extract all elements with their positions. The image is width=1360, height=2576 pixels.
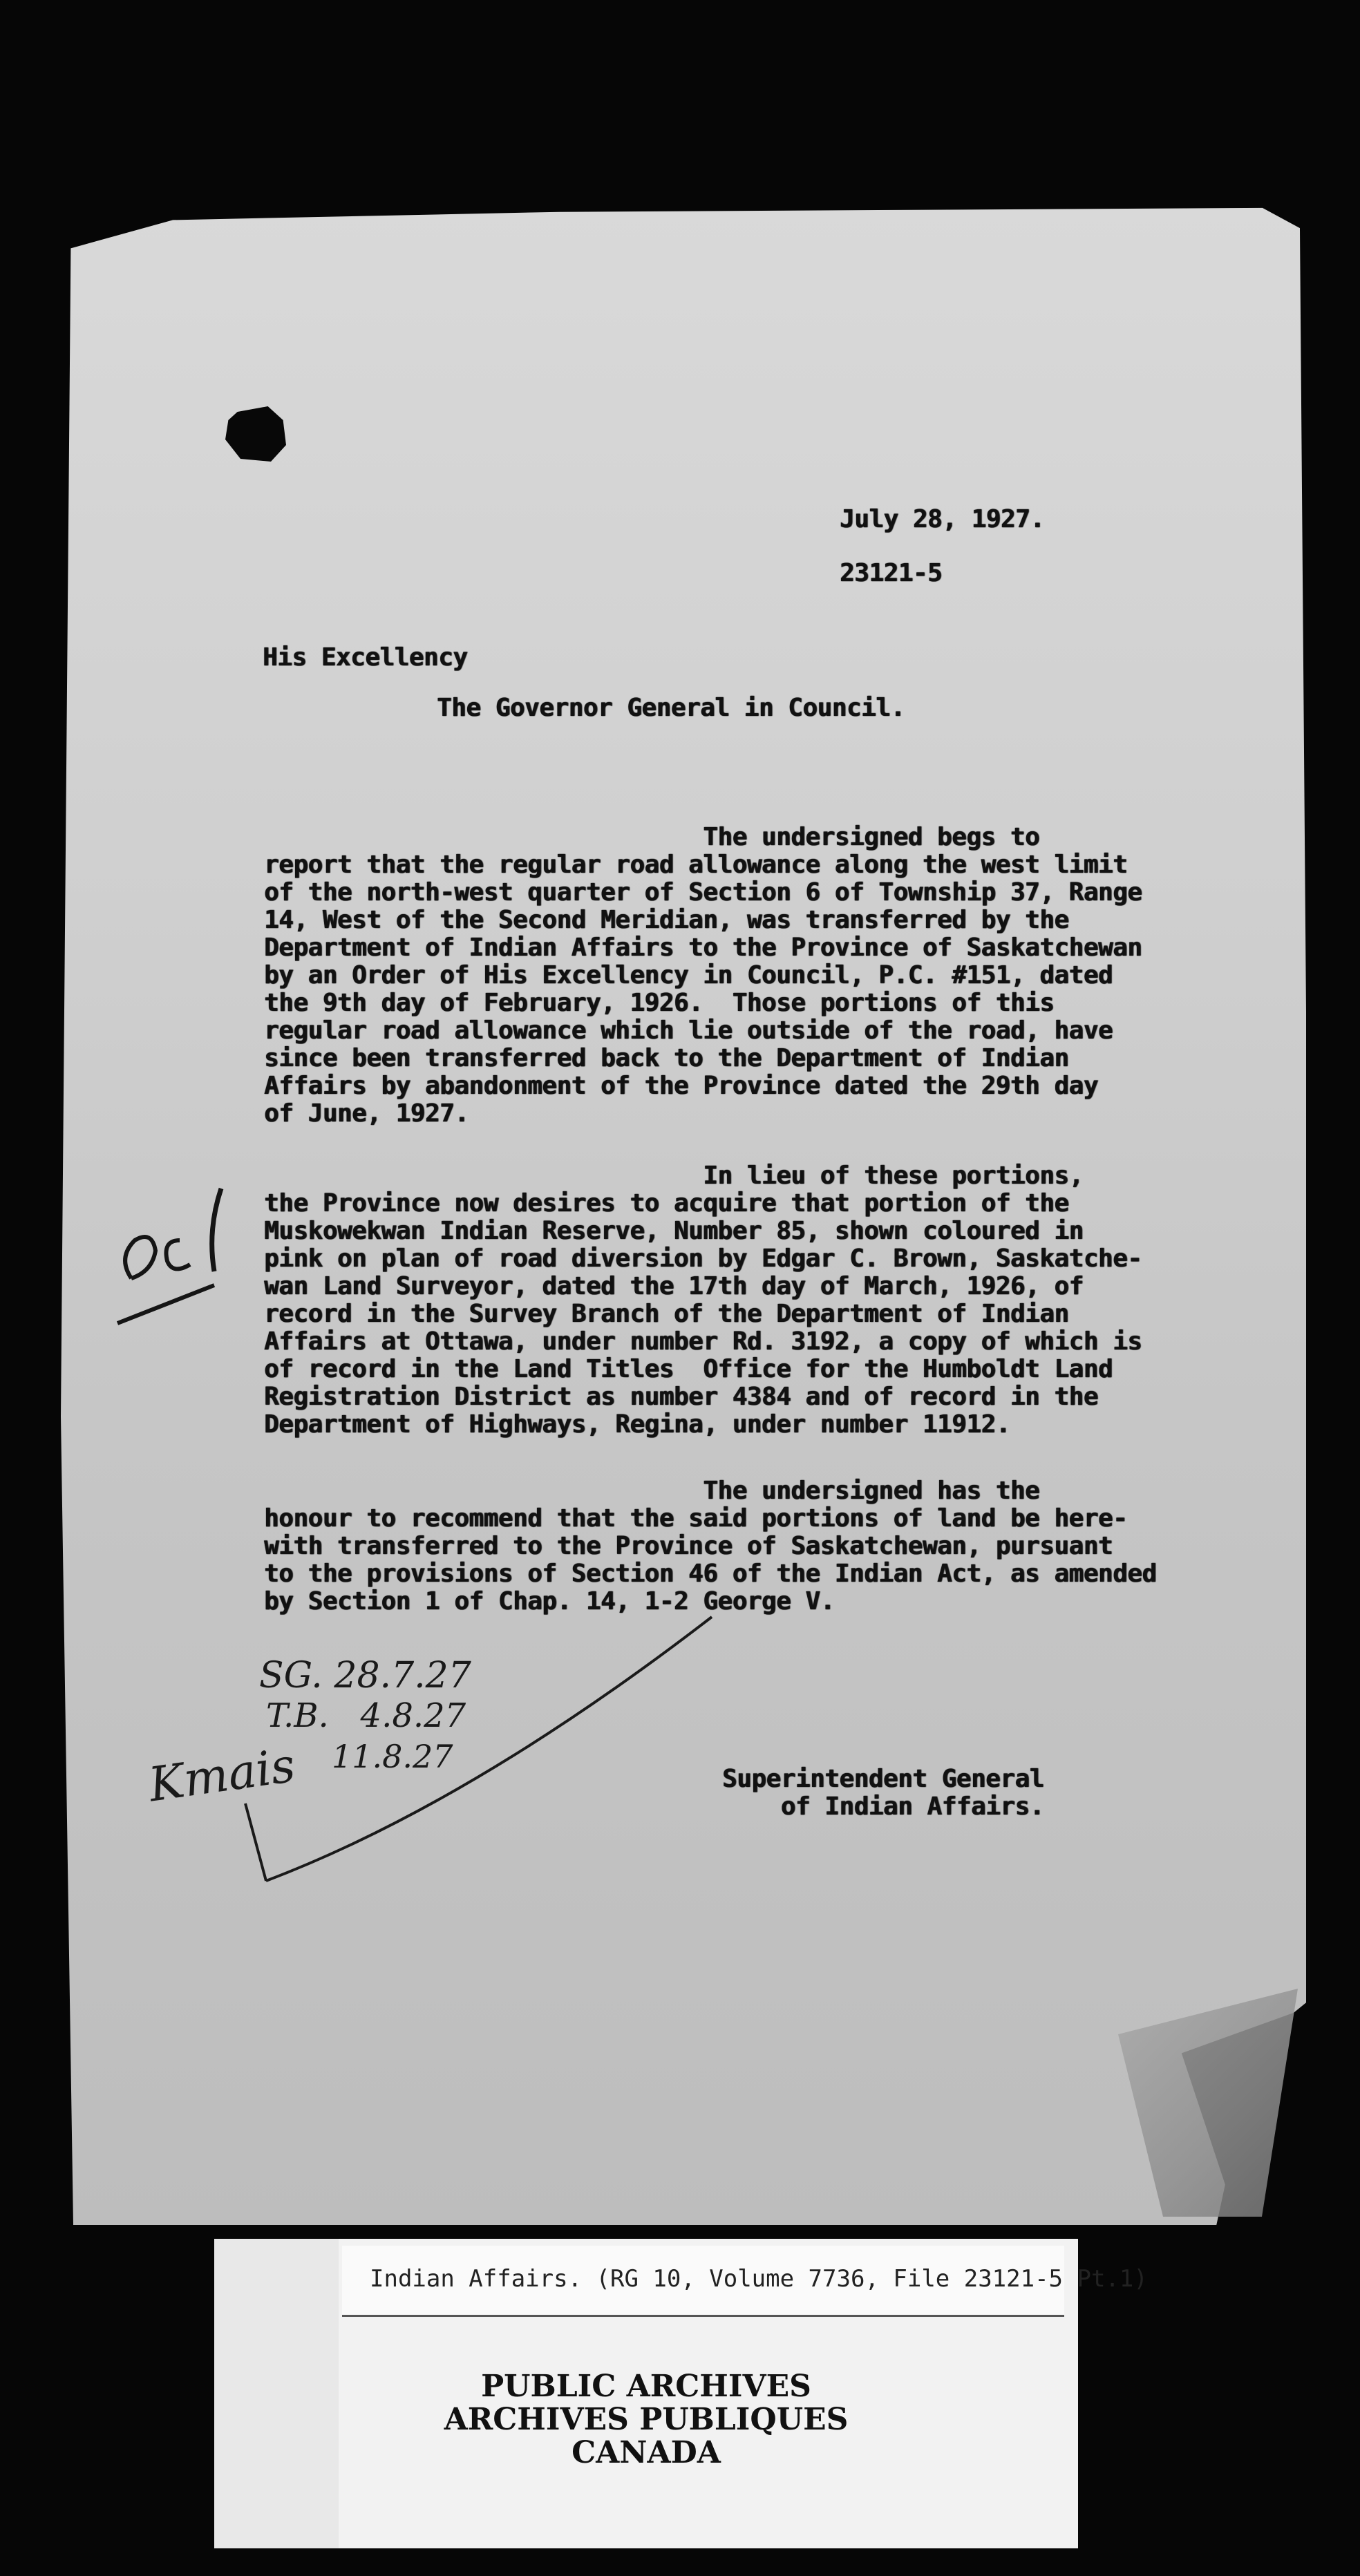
file-number: 23121-5 [840, 559, 943, 587]
paragraph-line: of record in the Land Titles Office for the Humboldt Land [264, 1355, 1113, 1383]
paragraph-line: record in the Survey Branch of the Department of Indian [264, 1300, 1069, 1328]
paragraph-line: Department of Highways, Regina, under number 11912. [264, 1410, 1010, 1439]
salutation: His Excellency [263, 643, 468, 672]
paragraph-line: by an Order of His Excellency in Council, P.C. #151, dated [264, 961, 1113, 989]
handwritten-margin-mark [104, 1175, 249, 1334]
paragraph-line: 14, West of the Second Meridian, was transferred by the [264, 906, 1069, 934]
paragraph-line: regular road allowance which lie outside of the road, have [264, 1016, 1113, 1045]
initials-line-3: 11.8.27 [332, 1738, 453, 1775]
paragraph-line: the 9th day of February, 1926. Those portions of this [264, 989, 1055, 1017]
paragraph-line: of the north-west quarter of Section 6 of Township 37, Range [264, 878, 1142, 907]
archive-reference: Indian Affairs. (RG 10, Volume 7736, File 23121-5 Pt.1) [370, 2265, 1148, 2293]
paragraph-line: honour to recommend that the said portions of land be here- [264, 1504, 1128, 1533]
addressee: The Governor General in Council. [437, 694, 905, 722]
paragraph-line: wan Land Surveyor, dated the 17th day of March, 1926, of [264, 1272, 1084, 1300]
margin-mark-text [0, 0, 1, 1]
signature-scribble [138, 1596, 726, 1893]
paragraph-line: since been transferred back to the Department of Indian [264, 1044, 1069, 1072]
paragraph-line: The undersigned begs to [264, 823, 1040, 851]
initials-line-1: SG. 28.7.27 [259, 1655, 471, 1696]
archive-reference-strip [342, 2246, 1148, 2317]
paragraph-line: with transferred to the Province of Saskatchewan, pursuant [264, 1532, 1113, 1560]
archive-line-2: ARCHIVES PUBLIQUES [444, 2402, 849, 2437]
initials-line-2: T.B. 4.8.27 [266, 1696, 466, 1735]
paragraph-line: report that the regular road allowance along the west limit [264, 851, 1128, 879]
paragraph-line: to the provisions of Section 46 of the Indian Act, as amended [264, 1560, 1157, 1588]
paragraph-line: The undersigned has the [264, 1477, 1040, 1505]
paragraph-line: Affairs by abandonment of the Province dated the 29th day [264, 1072, 1098, 1100]
paragraph-line: by Section 1 of Chap. 14, 1-2 George V. [264, 1587, 835, 1616]
paragraph-line: Registration District as number 4384 and of record in the [264, 1383, 1098, 1411]
paragraph-line: the Province now desires to acquire that portion of the [264, 1189, 1069, 1218]
signature-title-2: of Indian Affairs. [722, 1792, 1044, 1821]
archive-line-1: PUBLIC ARCHIVES [481, 2369, 811, 2404]
paragraph-line: In lieu of these portions, [264, 1162, 1084, 1190]
signature-scrawl: Kmais [145, 1738, 299, 1813]
paragraph-line: Muskowekwan Indian Reserve, Number 85, shown coloured in [264, 1217, 1084, 1245]
archive-line-3: CANADA [572, 2435, 721, 2470]
letter-date: July 28, 1927. [840, 505, 1045, 533]
paragraph-line: of June, 1927. [264, 1099, 469, 1128]
paragraph-line: Affairs at Ottawa, under number Rd. 3192, a copy of which is [264, 1327, 1142, 1356]
signature-title: Superintendent General [722, 1765, 1044, 1793]
paragraph-line: Department of Indian Affairs to the Province of Saskatchewan [264, 934, 1142, 962]
paragraph-line: pink on plan of road diversion by Edgar C. Brown, Saskatche- [264, 1244, 1142, 1273]
archive-label [214, 2239, 1148, 2548]
